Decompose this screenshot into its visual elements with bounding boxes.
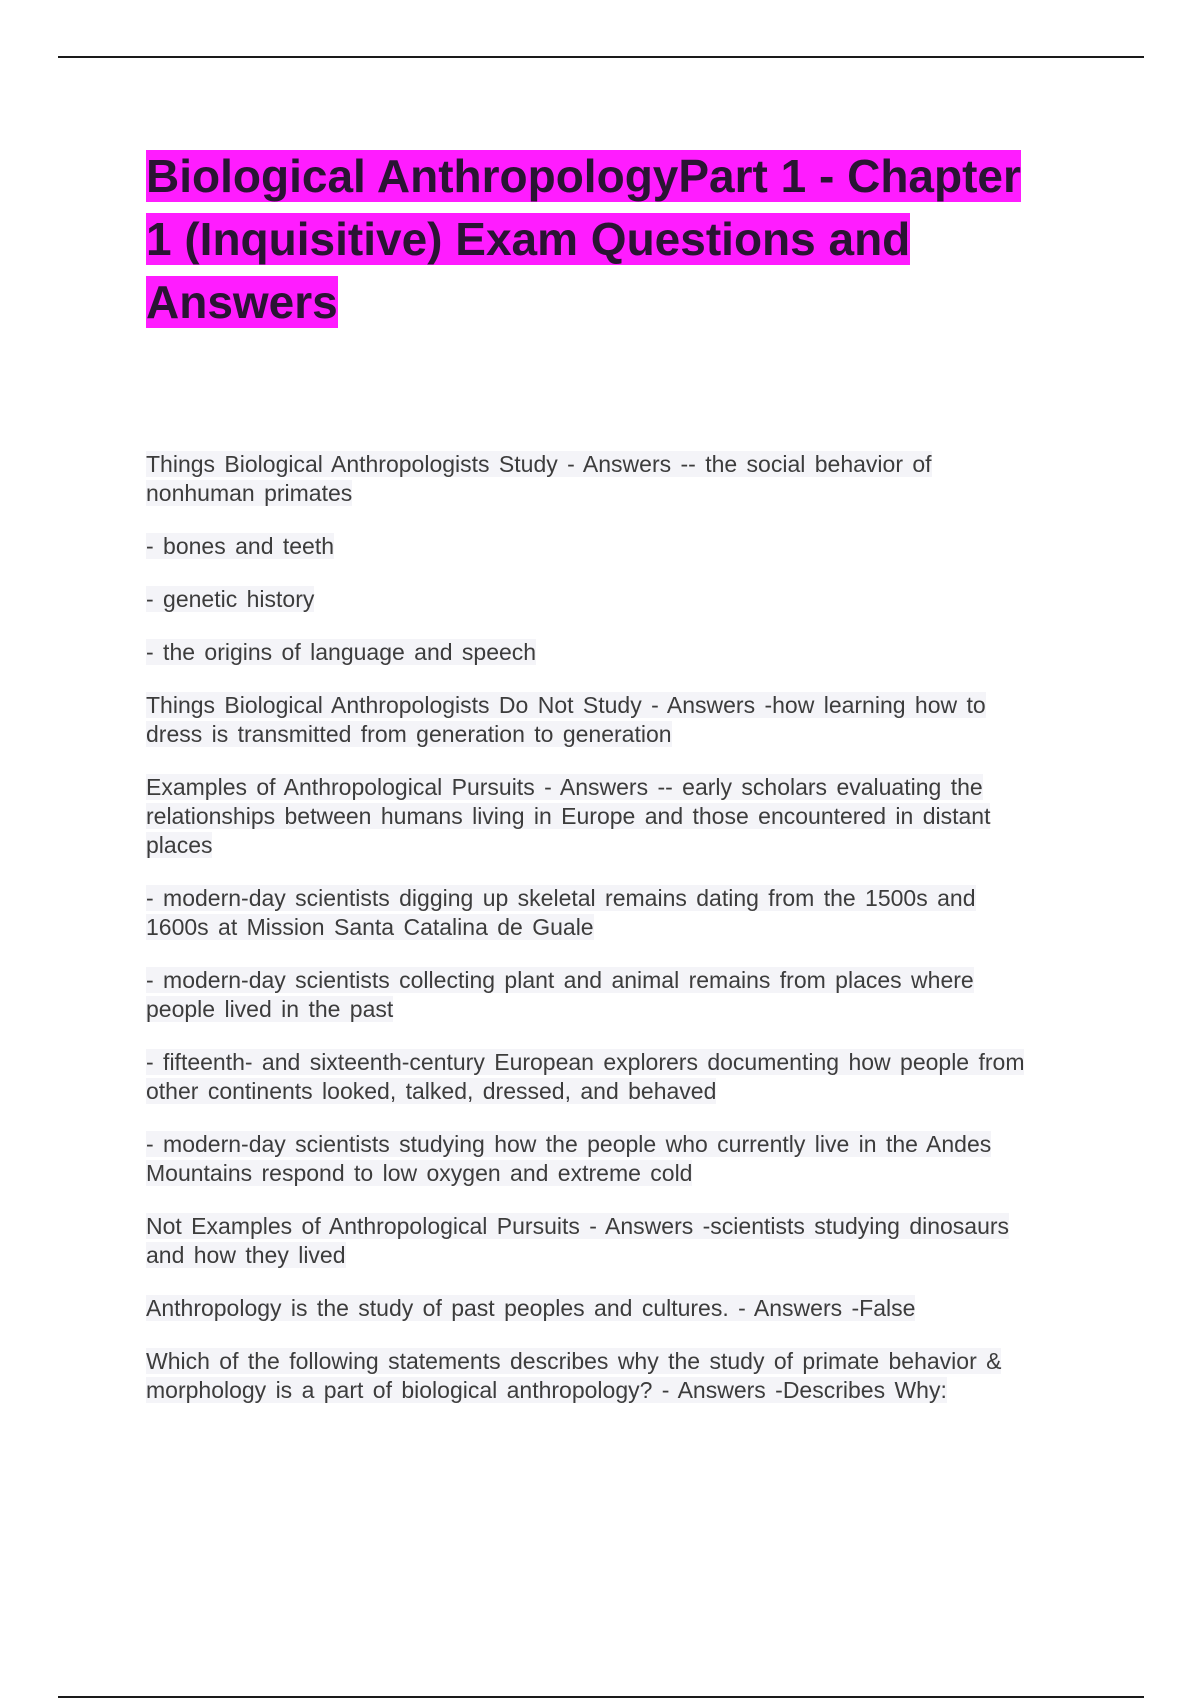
qa-entry: Things Biological Anthropologists Study - Answers -- the social behavior of nonhuman primates [146, 451, 932, 506]
title-highlight: Biological AnthropologyPart 1 - Chapter 1 (Inquisitive) Exam Questions and Answers [146, 150, 1021, 328]
qa-entry: - genetic history [146, 586, 315, 612]
qa-entry: Anthropology is the study of past peoples and cultures. - Answers -False [146, 1295, 916, 1321]
qa-entry: - the origins of language and speech [146, 639, 537, 665]
top-rule [58, 56, 1144, 58]
qa-entry: - bones and teeth [146, 533, 335, 559]
qa-entry: - modern-day scientists digging up skeletal remains dating from the 1500s and 1600s at Mission Santa Catalina de Guale [146, 885, 976, 940]
qa-entry: Examples of Anthropological Pursuits - Answers -- early scholars evaluating the relationships between humans living in Europe and those encountered in distant places [146, 774, 991, 858]
document-body [146, 145, 1096, 1429]
qa-entry: Things Biological Anthropologists Do Not Study - Answers -how learning how to dress is transmitted from generation to generation [146, 692, 986, 747]
bottom-rule [58, 1696, 1144, 1698]
qa-entry: Which of the following statements describes why the study of primate behavior & morphology is a part of biological anthropology? - Answers -Describes Why: [146, 1348, 1002, 1403]
qa-entry: - modern-day scientists collecting plant and animal remains from places where people lived in the past [146, 967, 974, 1022]
qa-entry: - fifteenth- and sixteenth-century European explorers documenting how people from other continents looked, talked, dressed, and behaved [146, 1049, 1025, 1104]
document-title [146, 145, 1096, 334]
qa-list [146, 450, 1096, 1405]
qa-entry: - modern-day scientists studying how the people who currently live in the Andes Mountains respond to low oxygen and extreme cold [146, 1131, 992, 1186]
qa-entry: Not Examples of Anthropological Pursuits - Answers -scientists studying dinosaurs and how they lived [146, 1213, 1010, 1268]
